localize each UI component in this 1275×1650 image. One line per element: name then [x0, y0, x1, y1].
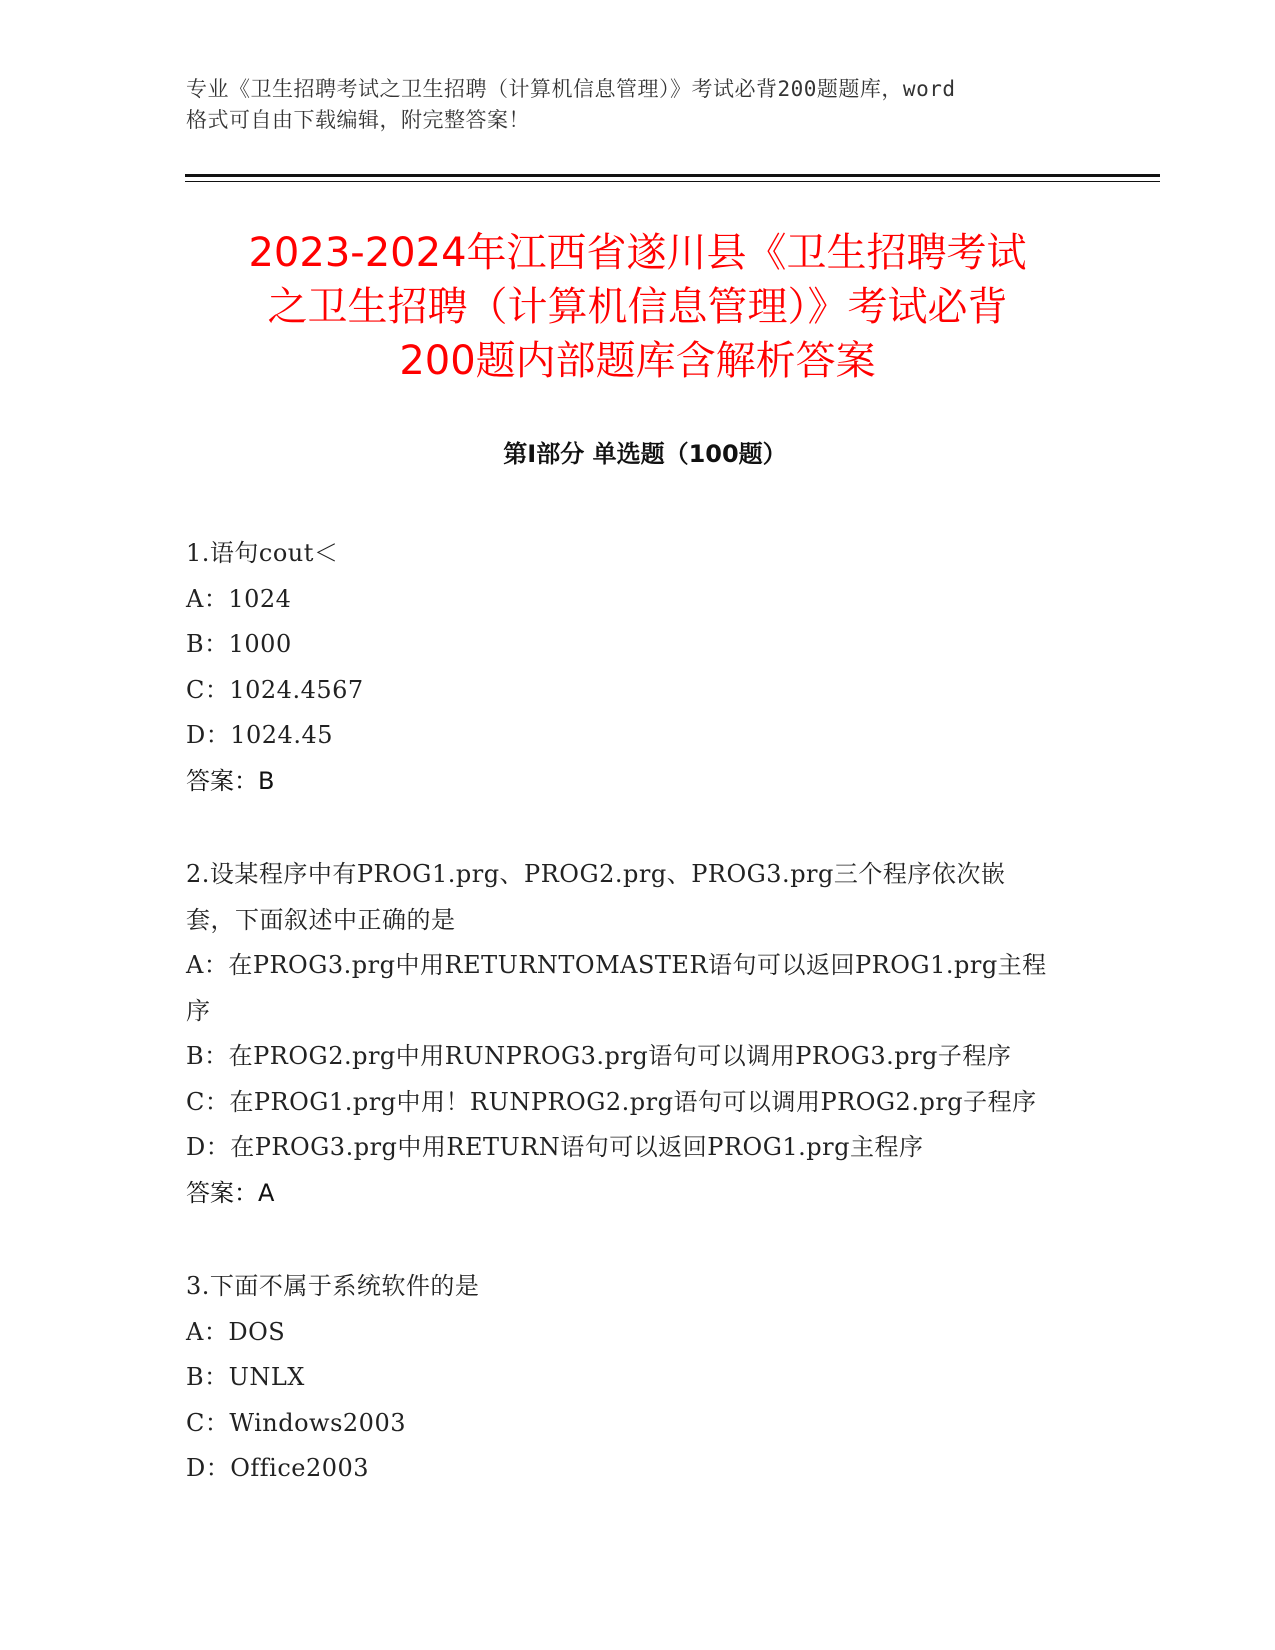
option-b: B：1000: [186, 630, 292, 658]
question-2: [186, 852, 1086, 1216]
option-c: C：在PROG1.prg中用！RUNPROG2.prg语句可以调用PROG2.prg子程序: [186, 1087, 1037, 1116]
question-stem: 3.下面不属于系统软件的是: [186, 1272, 480, 1300]
option-a-continued: 序: [186, 996, 211, 1025]
option-b: B：在PROG2.prg中用RUNPROG3.prg语句可以调用PROG3.prg子程序: [186, 1042, 1012, 1070]
intro-text: [186, 74, 1106, 136]
option-a: A：1024: [186, 584, 292, 613]
option-a: A：在PROG3.prg中用RETURNTOMASTER语句可以返回PROG1.prg主程: [186, 951, 1047, 979]
question-stem: 2.设某程序中有PROG1.prg、PROG2.prg、PROG3.prg三个程序依次嵌: [186, 860, 1006, 888]
title-line-1: 2023-2024年江西省遂川县《卫生招聘考试: [248, 230, 1027, 276]
answer: 答案：B: [186, 766, 275, 795]
answer: 答案：A: [186, 1178, 275, 1207]
option-a: A：DOS: [186, 1317, 286, 1346]
option-c: C：Windows2003: [186, 1408, 406, 1437]
option-c: C：1024.4567: [186, 675, 364, 704]
title-line-2: 之卫生招聘（计算机信息管理）》考试必背: [267, 284, 1008, 330]
question-stem: 1.语句cout＜: [186, 539, 339, 567]
section-title: 第Ⅰ部分 单选题（100题）: [503, 440, 787, 468]
question-3: [186, 1264, 1086, 1492]
header-rule-thick: [185, 174, 1160, 177]
option-b: B：UNLX: [186, 1363, 305, 1391]
intro-line-2: 格式可自由下载编辑，附完整答案！: [186, 108, 530, 132]
header-rule-thin: [185, 181, 1160, 182]
option-d: D：Office2003: [186, 1454, 370, 1482]
option-d: D：在PROG3.prg中用RETURN语句可以返回PROG1.prg主程序: [186, 1133, 924, 1161]
intro-line-1: 专业《卫生招聘考试之卫生招聘（计算机信息管理）》考试必背200题题库，word: [186, 77, 956, 101]
option-d: D：1024.45: [186, 721, 333, 749]
question-1: [186, 531, 1086, 804]
document-title: [170, 226, 1105, 388]
question-list: [186, 531, 1086, 1540]
question-stem-continued: 套，下面叙述中正确的是: [186, 905, 456, 934]
title-line-3: 200题内部题库含解析答案: [399, 338, 876, 384]
